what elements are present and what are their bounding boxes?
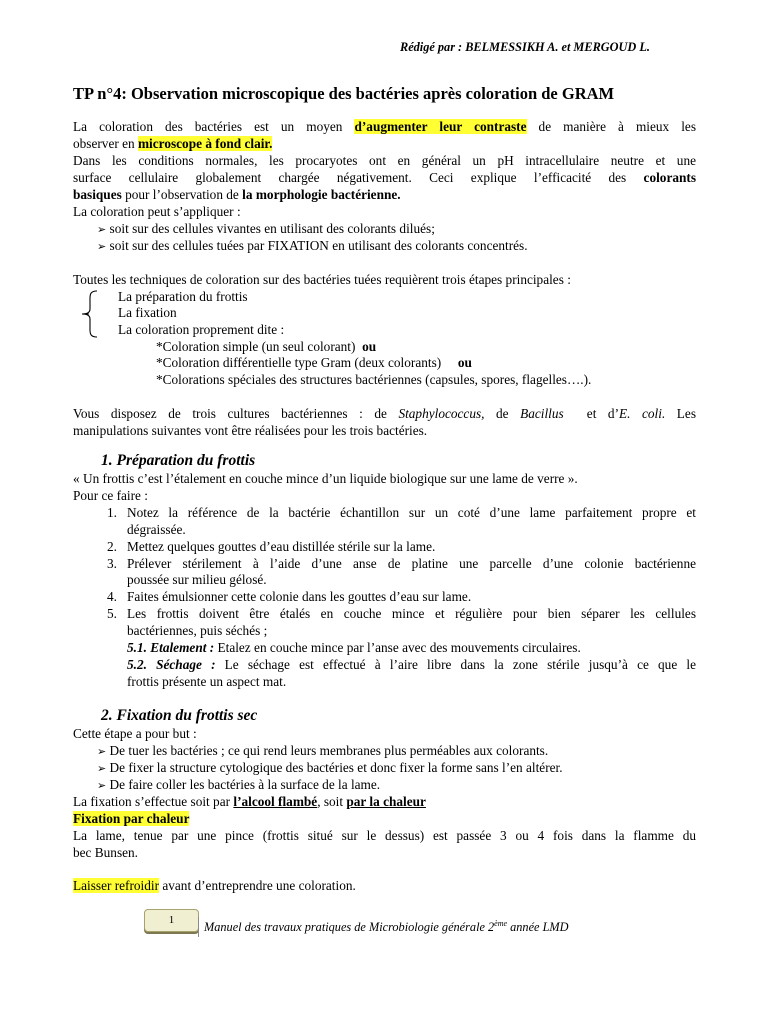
list-number: 1. [107, 505, 117, 520]
list-number: 4. [107, 589, 117, 604]
techniques-intro: Toutes les techniques de coloration sur des bactéries tuées requièrent trois étapes principales : [73, 272, 571, 287]
lame-line-2: bec Bunsen. [73, 845, 138, 860]
fixation-chaleur-heading: Fixation par chaleur [73, 811, 190, 826]
section-2-heading: 2. Fixation du frottis sec [101, 707, 258, 724]
intro-line-1: La coloration des bactéries est un moyen d’augmenter leur contraste de manière à mieux les [73, 119, 697, 134]
arrow-bullet-icon: ➢ [97, 779, 107, 792]
technique-step-2: La fixation [118, 305, 177, 320]
list-item: Faites émulsionner cette colonie dans les gouttes d’eau sur lame. [127, 589, 472, 604]
highlight-contraste: d’augmenter leur contraste [354, 119, 527, 134]
technique-step-1: La préparation du frottis [118, 289, 248, 304]
list-item: ➢ De tuer les bactéries ; ce qui rend leurs membranes plus perméables aux colorants. [97, 743, 549, 758]
arrow-bullet-icon: ➢ [97, 223, 107, 236]
arrow-bullet-icon: ➢ [97, 762, 107, 775]
list-item: ➢ De faire coller les bactéries à la surface de la lame. [97, 777, 381, 792]
footer-text: Manuel des travaux pratiques de Microbiologie générale 2ème année LMD [204, 918, 569, 934]
intro-line-3: Dans les conditions normales, les procaryotes ont en général un pH intracellulaire neutre et une [73, 153, 696, 168]
list-number: 2. [107, 539, 117, 554]
list-item: ➢ soit sur des cellules tuées par FIXATION en utilisant des colorants concentrés. [97, 238, 528, 253]
technique-sub-1: *Coloration simple (un seul colorant) ou [156, 339, 377, 354]
arrow-bullet-icon: ➢ [97, 240, 107, 253]
arrow-bullet-icon: ➢ [97, 745, 107, 758]
author-header: Rédigé par : BELMESSIKH A. et MERGOUD L. [400, 40, 650, 54]
technique-step-3: La coloration proprement dite : [118, 322, 285, 337]
pour-ce-faire: Pour ce faire : [73, 488, 148, 503]
cultures-line-1: Vous disposez de trois cultures bactériennes : de Staphylococcus, de Bacillus et d’E. coli. Les [73, 406, 697, 421]
list-item: ➢ De fixer la structure cytologique des bactéries et donc fixer la forme sans l’en altérer. [97, 760, 563, 775]
dash-bullet: - [85, 305, 90, 320]
intro-line-5: basiques pour l’observation de la morphologie bactérienne. [73, 187, 401, 202]
sub-step-5-2: 5.2. Séchage : Le séchage est effectué à l’aire libre dans la zone stérile jusqu’à ce que le [127, 657, 696, 672]
intro-line-6: La coloration peut s’appliquer : [73, 204, 241, 219]
page-number-badge: 1 [144, 909, 199, 932]
list-item: Notez la référence de la bactérie échantillon sur un coté d’une lame parfaitement propre et [127, 505, 696, 520]
sub-step-5-2-cont: frottis présente un aspect mat. [127, 674, 287, 689]
footer-divider [198, 917, 199, 937]
page-title: TP n°4: Observation microscopique des bactéries après coloration de GRAM [73, 84, 615, 103]
list-item: Les frottis doivent être étalés en couche mince et régulière pour bien séparer les cellules [127, 606, 696, 621]
list-item: Prélever stérilement à l’aide d’une anse de platine une parcelle d’une colonie bactérienne [127, 556, 696, 571]
highlight-microscope: microscope à fond clair. [137, 136, 273, 151]
technique-sub-2: *Coloration différentielle type Gram (deux colorants) ou [156, 355, 472, 370]
fixation-intro: Cette étape a pour but : [73, 726, 197, 741]
technique-sub-3: *Colorations spéciales des structures bactériennes (capsules, spores, flagelles….). [156, 372, 592, 387]
list-item: ➢ soit sur des cellules vivantes en utilisant des colorants dilués; [97, 221, 435, 236]
list-item: Mettez quelques gouttes d’eau distillée stérile sur la lame. [127, 539, 436, 554]
intro-line-2: observer en microscope à fond clair. [73, 136, 273, 151]
list-number: 5. [107, 606, 117, 621]
frottis-definition: « Un frottis c’est l’étalement en couche mince d’un liquide biologique sur une lame de verre ». [73, 471, 578, 486]
list-item-cont: dégraissée. [127, 522, 186, 537]
list-item-cont: bactériennes, puis séchés ; [127, 623, 268, 638]
list-item-cont: poussée sur milieu gélosé. [127, 572, 267, 587]
section-1-heading: 1. Préparation du frottis [101, 452, 256, 469]
intro-line-4: surface cellulaire globalement chargée négativement. Ceci explique l’efficacité des colorants [73, 170, 696, 185]
fixation-methods: La fixation s’effectue soit par l’alcool flambé, soit par la chaleur [73, 794, 426, 809]
lame-line-1: La lame, tenue par une pince (frottis situé sur le dessus) est passée 3 ou 4 fois dans la flamme du [73, 828, 696, 843]
cultures-line-2: manipulations suivantes vont être réalisées pour les trois bactéries. [73, 423, 428, 438]
sub-step-5-1: 5.1. Etalement : Etalez en couche mince par l’anse avec des mouvements circulaires. [127, 640, 581, 655]
refroidir-line: Laisser refroidir avant d’entreprendre une coloration. [73, 878, 356, 893]
list-number: 3. [107, 556, 117, 571]
